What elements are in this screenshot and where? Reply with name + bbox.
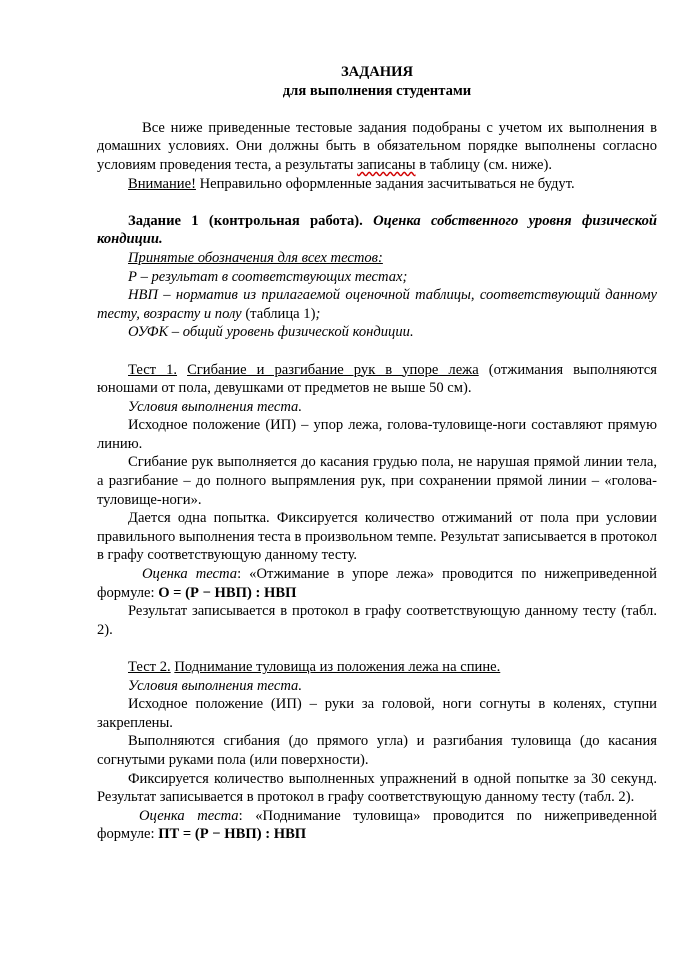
test2-evaluation: Оценка теста: «Поднимание туловища» проводится по нижеприведенной формуле: ПТ = (Р − НВП) : НВП — [97, 807, 657, 843]
notation-p: Р – результат в соответствующих тестах; — [128, 268, 408, 285]
notation-oufk: ОУФК – общий уровень физической кондиции. — [128, 324, 414, 341]
test1-execution: Сгибание рук выполняется до касания грудью пола, не нарушая прямой линии тела, а разгибание – до полного выпрямления рук, при сохранении прямой линии – «голова-туловище-ноги». — [97, 454, 657, 508]
task1-heading: Задание 1 (контрольная работа). Оценка собственного уровня физической кондиции. — [97, 212, 657, 248]
test1-result: Результат записывается в протокол в графу соответствующую данному тесту (табл. 2). — [97, 603, 657, 638]
document-body — [97, 63, 657, 844]
warning-paragraph: Внимание! Неправильно оформленные задания засчитываться не будут. — [128, 175, 575, 192]
test1-heading: Тест 1. Сгибание и разгибание рук в упоре лежа (отжимания выполняются юношами от пола, девушками от предметов не выше 50 см). — [97, 361, 658, 397]
test2-conditions: Условия выполнения теста. — [128, 677, 302, 694]
test2-execution: Выполняются сгибания (до прямого угла) и разгибания туловища (до касания согнутыми руками пола (или поверхности). — [97, 733, 657, 768]
doc-subtitle: для выполнения студентами — [282, 82, 472, 99]
notation-title: Принятые обозначения для всех тестов: — [128, 249, 383, 266]
test1-start-position: Исходное положение (ИП) – упор лежа, голова-туловище-ноги составляют прямую линию. — [97, 417, 657, 452]
intro-paragraph: Все ниже приведенные тестовые задания подобраны с учетом их выполнения в домашних условиях. Они должны быть в обязательном порядке выполнены согласно условиям проведения теста, а результаты записаны в таблицу (см. ниже). — [97, 119, 657, 173]
test1-formula: О = (Р − НВП) : НВП — [158, 584, 297, 601]
test2-formula: ПТ = (Р − НВП) : НВП — [158, 826, 307, 843]
test1-evaluation: Оценка теста: «Отжимание в упоре лежа» проводится по нижеприведенной формуле: О = (Р − НВП) : НВП — [97, 566, 657, 601]
test1-attempt: Дается одна попытка. Фиксируется количество отжиманий от пола при условии правильного выполнения теста в произвольном темпе. Результат записывается в протокол в графу соответствующую данному тесту. — [97, 510, 657, 564]
test2-heading: Тест 2. Поднимание туловища из положения лежа на спине. — [128, 659, 501, 675]
spellcheck-word: записаны — [357, 156, 416, 173]
doc-title: ЗАДАНИЯ — [340, 64, 414, 80]
test2-start-position: Исходное положение (ИП) – руки за головой, ноги согнуты в коленях, ступни закреплены. — [97, 696, 657, 731]
warning-label: Внимание! — [128, 175, 196, 192]
notation-nvp: НВП – норматив из прилагаемой оценочной таблицы, соответствующий данному тесту, возрасту и полу (таблица 1); — [97, 287, 657, 322]
test2-attempt: Фиксируется количество выполненных упражнений в одной попытке за 30 секунд. Результат записывается в протокол в графу соответствующую данному тесту (табл. 2). — [97, 770, 657, 806]
test1-conditions: Условия выполнения теста. — [128, 398, 302, 415]
